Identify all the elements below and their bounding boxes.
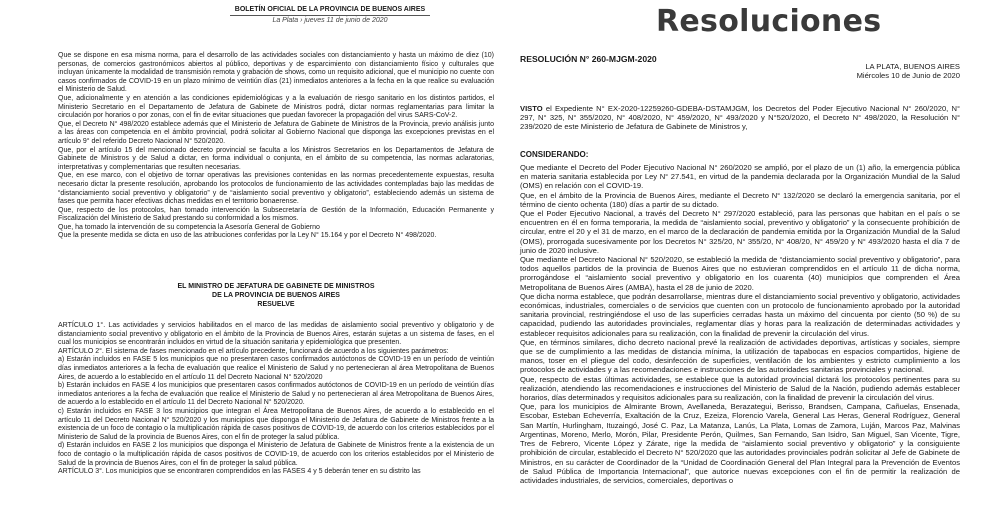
paragraph: Que se dispone en esa misma norma, para el desarrollo de las actividades sociales con distanciamiento y hasta un máximo de diez (10) personas, de comercios gastronómicos abiertos al público, deportivas y de esparcimiento con distanciamiento físico y culturales que incluyan únicamente la modalidad de transmisión remota y grabación de shows, como un requisito adicional, que el municipio no cuente con casos confirmados de COVID-19 en un plazo mínimo de veintiún días (21) inmediatos anteriores a la fecha en la que realice su evaluación el Ministerio de Salud. — [58, 52, 494, 94]
right-considerandos — [520, 163, 960, 485]
article: ARTÍCULO 2°. El sistema de fases mencionado en el artículo precedente, funcionará de acuerdo a los siguientes parámetros: — [58, 347, 449, 355]
resolution-number: RESOLUCIÓN N° 260-MJGM-2020 — [520, 54, 657, 64]
article-item: a) Estarán incluidos en FASE 5 los municipios que no presentaren casos confirmados autóctonos de COVID-19 en un período de veintiún días inmediatos anteriores a la fecha de evaluación que realice el Ministerio de Salud y no pertenecieran al área Metropolitana de Buenos Aires, de acuerdo a lo establecido en el artículo 11 del Decreto Nacional N° 520/2020 — [58, 356, 494, 381]
paragraph: Que, respecto de estas últimas actividades, se establece que la autoridad provincial dictará los protocolos pertinentes para su realización, atendiendo las recomendaciones e instrucciones del Ministerio de Salud de la Nación, pudiendo además establecer horarios, días determinados y requisitos adicionales para su realización, con la finalidad de prevenir la circulación del virus. — [520, 374, 960, 403]
heading-line: RESUELVE — [257, 301, 295, 308]
article-item: d) Estarán incluidos en FASE 2 los municipios que disponga el Ministerio de Jefatura de Gabinete de Ministros frente a la existencia de un foco de contagio o la multiplicación rápida de casos positivos de COVID-19, de acuerdo con los criterios establecidos por el Ministerio de Salud de la provincia de Buenos Aires, con el fin de proteger la salud pública. — [58, 442, 494, 467]
paragraph: Que, respecto de los protocolos, han tomado intervención la Subsecretaría de Gestión de la Información, Educación Permanente y Fiscalización del Ministerio de Salud prestando su conformidad a los mismos. — [58, 206, 494, 223]
article: ARTÍCULO 1°. Las actividades y servicios habilitados en el marco de las medidas de aislamiento social preventivo y obligatorio y de distanciamiento social preventivo y obligatorio en el ámbito de la Provincia de Buenos Aires, estarán sujetas a un sistema de fases, en el cual los municipios se encontrarán incluidos en virtud de la situación sanitaria y epidemiológica que presenten. — [58, 322, 494, 347]
left-articles — [58, 322, 494, 477]
heading-line: DE LA PROVINCIA DE BUENOS AIRES — [212, 292, 340, 299]
place-date — [760, 62, 960, 80]
bulletin-date: La Plata › jueves 11 de junio de 2020 — [272, 17, 388, 24]
paragraph: Que, en el ámbito de la Provincia de Buenos Aires, mediante el Decreto N° 132/2020 se declaró la emergencia sanitaria, por el término de ciento ochenta (180) días a partir de su dictado. — [520, 190, 960, 209]
article-item: b) Estarán incluidos en FASE 4 los municipios que presentaren casos confirmados autóctonos de COVID-19 en un período de veintiún días inmediatos anteriores a la fecha de evaluación que realice el Ministerio de Salud y no pertenecieran al área Metropolitana de Buenos Aires, de acuerdo a lo establecido en el artículo 11 del Decreto Nacional N° 520/2020. — [58, 382, 494, 407]
paragraph: Que mediante el Decreto del Poder Ejecutivo Nacional N° 260/2020 se amplió, por el plazo de un (1) año, la emergencia pública en materia sanitaria establecida por Ley N° 27.541, en virtud de la pandemia declarada por la Organización Mundial de la Salud (OMS) en relación con el COVID-19. — [520, 163, 960, 191]
place: LA PLATA, BUENOS AIRES — [865, 62, 960, 71]
paragraph: Que el Poder Ejecutivo Nacional, a través del Decreto N° 297/2020 estableció, para las personas que habitan en el país o se encuentren en él en forma temporaria, la medida de “aislamiento social, preventivo y obligatorio” y la consecuente prohibición de circular, entre el 20 y el 31 de marzo, en el marco de la declaración de pandemia emitida por la Organización Mundial de la Salud (OMS), prorrogada sucesivamente por los Decretos N° 325/20, N° 355/20, N° 408/20, N° 459/20 y N° 493/2020 hasta el día 7 de junio de 2020 inclusive. — [520, 209, 960, 255]
heading-line: EL MINISTRO DE JEFATURA DE GABINETE DE MINISTROS — [177, 283, 375, 290]
bulletin-header — [230, 5, 430, 25]
paragraph: Que, en ese marco, con el objetivo de tornar operativas las previsiones contenidas en las normas precedentemente expuestas, resulta necesario dictar la presente resolución, aprobando los protocolos de funcionamiento de las actividades contempladas bajo las medidas de “distanciamiento social preventivo y obligatorio” y de “aislamiento social preventivo y obligatorio”, estableciendo además un sistema de fases que permita hacer efectivas dichas medidas en el territorio bonaerense. — [58, 172, 494, 206]
paragraph: Que, en términos similares, dicho decreto nacional prevé la realización de actividades deportivas, artísticas y sociales, siempre que se de cumplimiento a las medidas de distancia mínima, la utilización de tapabocas en espacios compartidos, higiene de manos, toser en el pliegue del codo, desinfección de superficies, ventilación de los ambientes y estricto cumplimiento a los protocolos de actividades y a las recomendaciones e instrucciones de las autoridades sanitarias provinciales y nacional. — [520, 337, 960, 375]
left-considerandos — [58, 52, 494, 241]
article-item: c) Estarán incluidos en FASE 3 los municipios que integran el Área Metropolitana de Buenos Aires, de acuerdo a lo establecido en el artículo 11 del Decreto Nacional N° 520/2020 y los municipios que disponga el Ministerio de Jefatura de Gabinete de Ministros frente a la existencia de un foco de contagio o la multiplicación rápida de casos positivos de COVID-19, de acuerdo con los criterios establecidos por el Ministerio de Salud de la provincia de Buenos Aires, con el fin de proteger la salud pública. — [58, 407, 494, 441]
article: ARTÍCULO 3°. Los municipios que se encontraren comprendidos en las FASES 4 y 5 deberán tener en su distrito las — [58, 468, 421, 476]
paragraph: Que mediante el Decreto Nacional N° 520/2020, se estableció la medida de “distanciamiento social preventivo y obligatorio”, para todos aquellos partidos de la provincia de Buenos Aires que no estuvieran comprendidos en el artículo 11 de dicha norma, prorrogándose el “aislamiento social preventivo y obligatorio en los cuarenta (40) municipios que comprenden el Área Metropolitana de Buenos Aires (AMBA), hasta el 28 de junio de 2020. — [520, 255, 960, 292]
resolves-heading — [58, 282, 494, 309]
considerando-label: CONSIDERANDO: — [520, 150, 589, 159]
section-title: Resoluciones — [656, 4, 882, 39]
visto-text: el Expediente N° EX-2020-12259260-GDEBA-DSTAMJGM, los Decretos del Poder Ejecutivo Nacional N° 260/2020, N° 297, N° 325, N° 355/2020, N° 408/2020, N° 459/2020, N° 493/2020 y N°520/2020, el Decreto N° 498/2020, la Resolución N° 239/2020 de este Ministerio de Jefatura de Gabinete de Ministros y, — [520, 104, 960, 132]
paragraph: Que, por el artículo 15 del mencionado decreto provincial se faculta a los Ministros Secretarios en los Departamentos de Jefatura de Gabinete de Ministros y de Salud a dictar, en forma individual o conjunta, en el ámbito de su competencia, las normas aclaratorias, interpretativas y complementarias que resulten necesarias. — [58, 146, 494, 171]
visto-paragraph — [520, 104, 960, 132]
date: Miércoles 10 de Junio de 2020 — [856, 71, 960, 80]
bulletin-title: BOLETÍN OFICIAL DE LA PROVINCIA DE BUENOS AIRES — [230, 5, 430, 16]
paragraph: Que, ha tomado la intervención de su competencia la Asesoría General de Gobierno — [58, 223, 320, 231]
visto-label: VISTO — [520, 104, 543, 113]
paragraph: Que, adicionalmente y en atención a las condiciones epidemiológicas y a la evaluación de riesgo sanitario en los distintos partidos, el Ministerio Secretario en el Departamento de Jefatura de Gabinete de Ministros podrá, dictar normas reglamentarias para limitar la circulación por horarios o por zonas, con el fin de evitar situaciones que puedan favorecer la propagación del virus SARS-CoV-2. — [58, 94, 494, 120]
paragraph: Que, el Decreto N° 498/2020 establece además que el Ministerio de Jefatura de Gabinete de Ministros de la Provincia, previo análisis junto a las áreas con competencia en el ámbito provincial, podrá solicitar al Gobierno Nacional que disponga las excepciones previstas en el artículo 9° del referido Decreto Nacional N° 520/2020. — [58, 120, 494, 145]
paragraph: Que dicha norma establece, que podrán desarrollarse, mientras dure el distanciamiento social preventivo y obligatorio, actividades económicas, industriales, comerciales o de servicios que cuenten con un protocolo de funcionamiento aprobado por la autoridad sanitaria provincial, restringiéndose el uso de las superficies cerradas hasta un máximo del cincuenta por ciento (50 %) de su capacidad, pudiendo las autoridades provinciales, reglamentar días y horas para la realización de determinadas actividades y establecer requisitos adicionales para su realización, con la finalidad de prevenir la circulación del virus. — [520, 291, 960, 338]
paragraph: Que la presente medida se dicta en uso de las atribuciones conferidas por la Ley N° 15.164 y por el Decreto N° 498/2020. — [58, 232, 437, 240]
paragraph: Que, para los municipios de Almirante Brown, Avellaneda, Berazategui, Berisso, Brandsen, Campana, Cañuelas, Ensenada, Escobar, Esteban Echeverría, Exaltación de la Cruz, Ezeiza, Florencio Varela, General Las Heras, General Rodríguez, General San Martín, Hurlingham, Ituzaingó, José C. Paz, La Matanza, Lanús, La Plata, Lomas de Zamora, Luján, Marcos Paz, Malvinas Argentinas, Moreno, Merlo, Morón, Pilar, Presidente Perón, Quilmes, San Fernando, San Isidro, San Miguel, San Vicente, Tigre, Tres de Febrero, Vicente López y Zárate, rige la medida de “aislamiento social preventivo y obligatorio” y la consiguiente prohibición de circular, establecido el Decreto N° 520/2020 que las autoridades provinciales podrán solicitar al Jefe de Gabinete de Ministros, en su carácter de Coordinador de la “Unidad de Coordinación General del Plan Integral para la Prevención de Eventos de Salud Pública de Importancia Internacional”, que autorice nuevas excepciones con el fin de permitir la realización de actividades industriales, de servicios, comerciales, deportivas o — [520, 402, 960, 485]
